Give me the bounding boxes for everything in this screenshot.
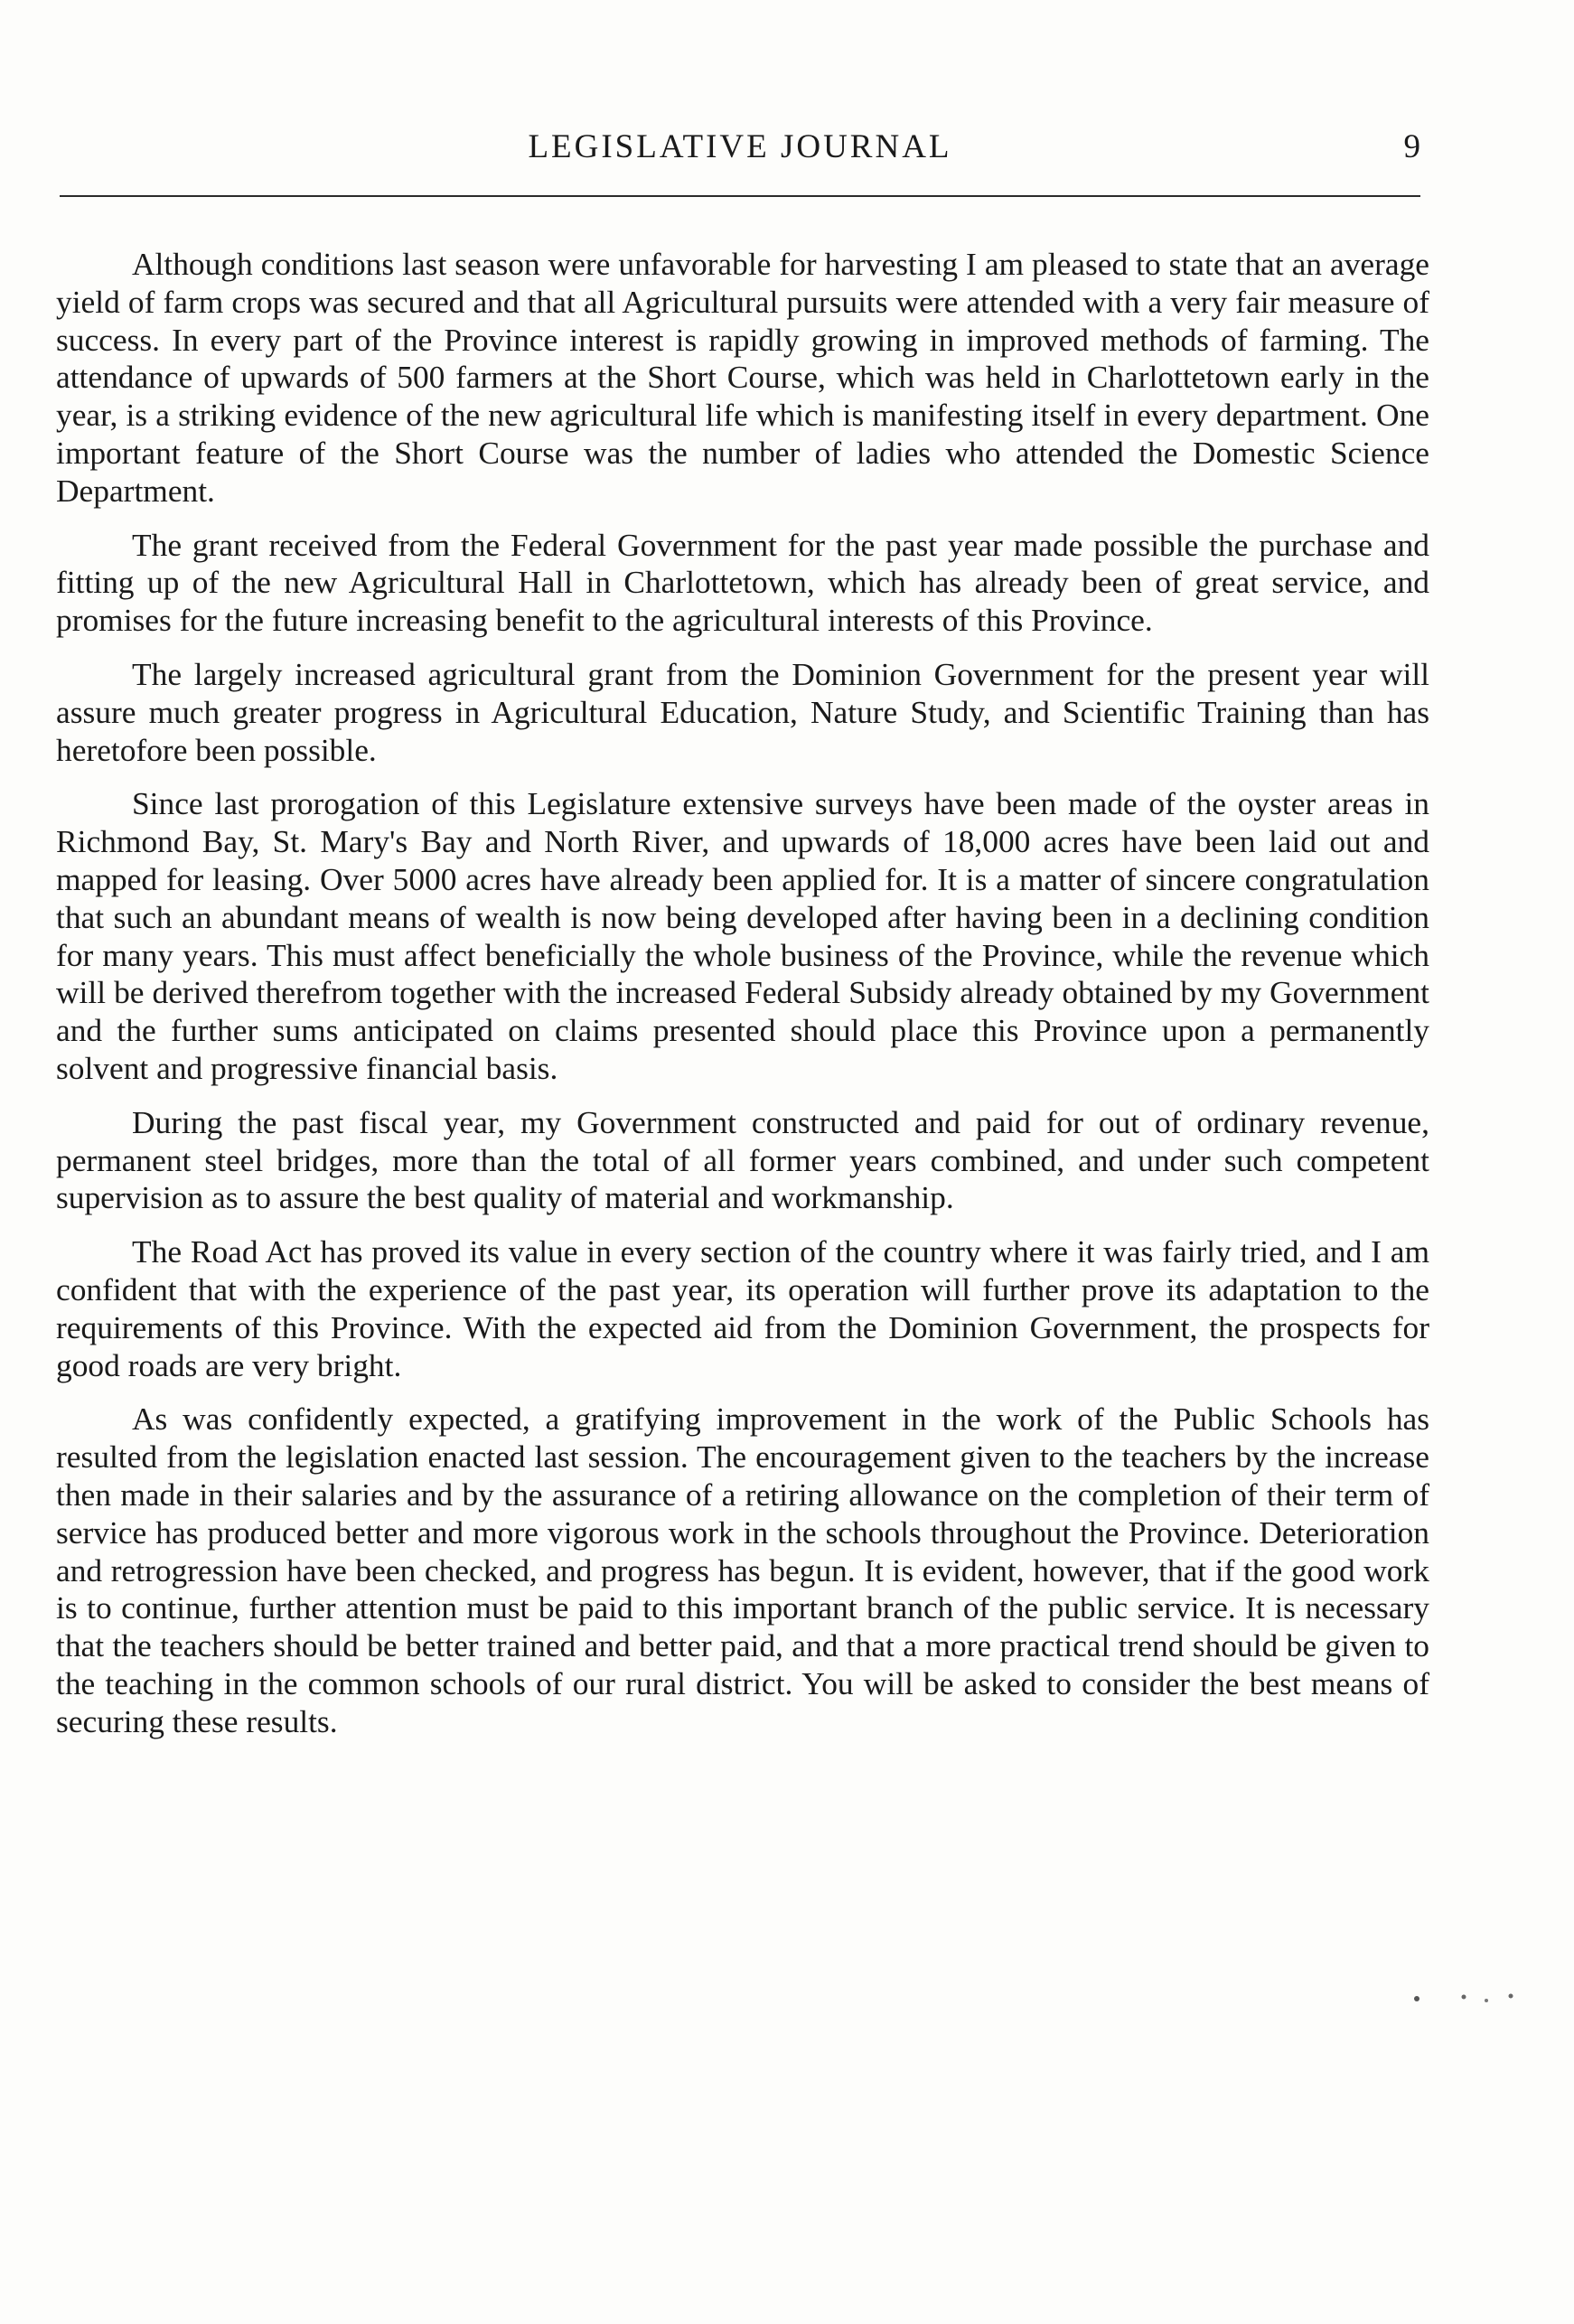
journal-title: LEGISLATIVE JOURNAL xyxy=(528,128,952,165)
paragraph-road-act: The Road Act has proved its value in every section of the country where it was fairly tried, and I am confident that with the experience of the past year, its operation will further prove its adaptation to the requirements of this Province. With the expected aid from the Dominion Government, the prospects for good roads are very bright. xyxy=(56,1233,1429,1383)
body-text xyxy=(56,246,1429,1757)
paragraph-agriculture: Although conditions last season were unfavorable for harvesting I am pleased to state that an average yield of farm crops was secured and that all Agricultural pursuits were attended with a very fair measure of success. In every part of the Province interest is rapidly growing in improved methods of farming. The attendance of upwards of 500 farmers at the Short Course, which was held in Charlottetown early in the year, is a striking evidence of the new agricultural life which is manifesting itself in every department. One important feature of the Short Course was the number of ladies who attended the Domestic Science Department. xyxy=(56,246,1429,509)
header-rule xyxy=(60,195,1420,197)
paragraph-oyster-areas: Since last prorogation of this Legislature extensive surveys have been made of the oyster areas in Richmond Bay, St. Mary's Bay and North River, and upwards of 18,000 acres have been laid out and mapped for leasing. Over 5000 acres have already been applied for. It is a matter of sincere congratulation that such an abundant means of wealth is now being developed after having been in a declining condition for many years. This must affect beneficially the whole business of the Province, while the revenue which will be derived therefrom together with the increased Federal Subsidy already obtained by my Government and the further sums anticipated on claims presented should place this Province upon a permanently solvent and progressive financial basis. xyxy=(56,785,1429,1086)
paragraph-public-schools: As was confidently expected, a gratifying improvement in the work of the Public Schools has resulted from the legislation enacted last session. The encouragement given to the teachers by the increase then made in their salaries and by the assurance of a retiring allowance on the completion of their term of service has produced better and more vigorous work in the schools throughout the Province. Deterioration and retrogression have been checked, and progress has begun. It is evident, however, that if the good work is to continue, further attention must be paid to this important branch of the public service. It is necessary that the teachers should be better trained and better paid, and that a more practical trend should be given to the teaching in the common schools of our rural district. You will be asked to consider the best means of securing these results. xyxy=(56,1401,1429,1739)
paragraph-federal-grant: The grant received from the Federal Government for the past year made possible the purchase and fitting up of the new Agricultural Hall in Charlottetown, which has already been of great service, and promises for the future increasing benefit to the agricultural interests of this Province. xyxy=(56,526,1429,639)
ink-specks-decoration xyxy=(1410,1988,1545,2015)
running-header xyxy=(60,125,1420,170)
page-number: 9 xyxy=(1403,128,1420,165)
paragraph-steel-bridges: During the past fiscal year, my Government constructed and paid for out of ordinary revenue, permanent steel bridges, more than the total of all former years combined, and under such competent supervision as to assure the best quality of material and workmanship. xyxy=(56,1103,1429,1216)
paragraph-dominion-grant: The largely increased agricultural grant from the Dominion Government for the present year will assure much greater progress in Agricultural Education, Nature Study, and Scientific Training than has heretofore been possible. xyxy=(56,655,1429,768)
